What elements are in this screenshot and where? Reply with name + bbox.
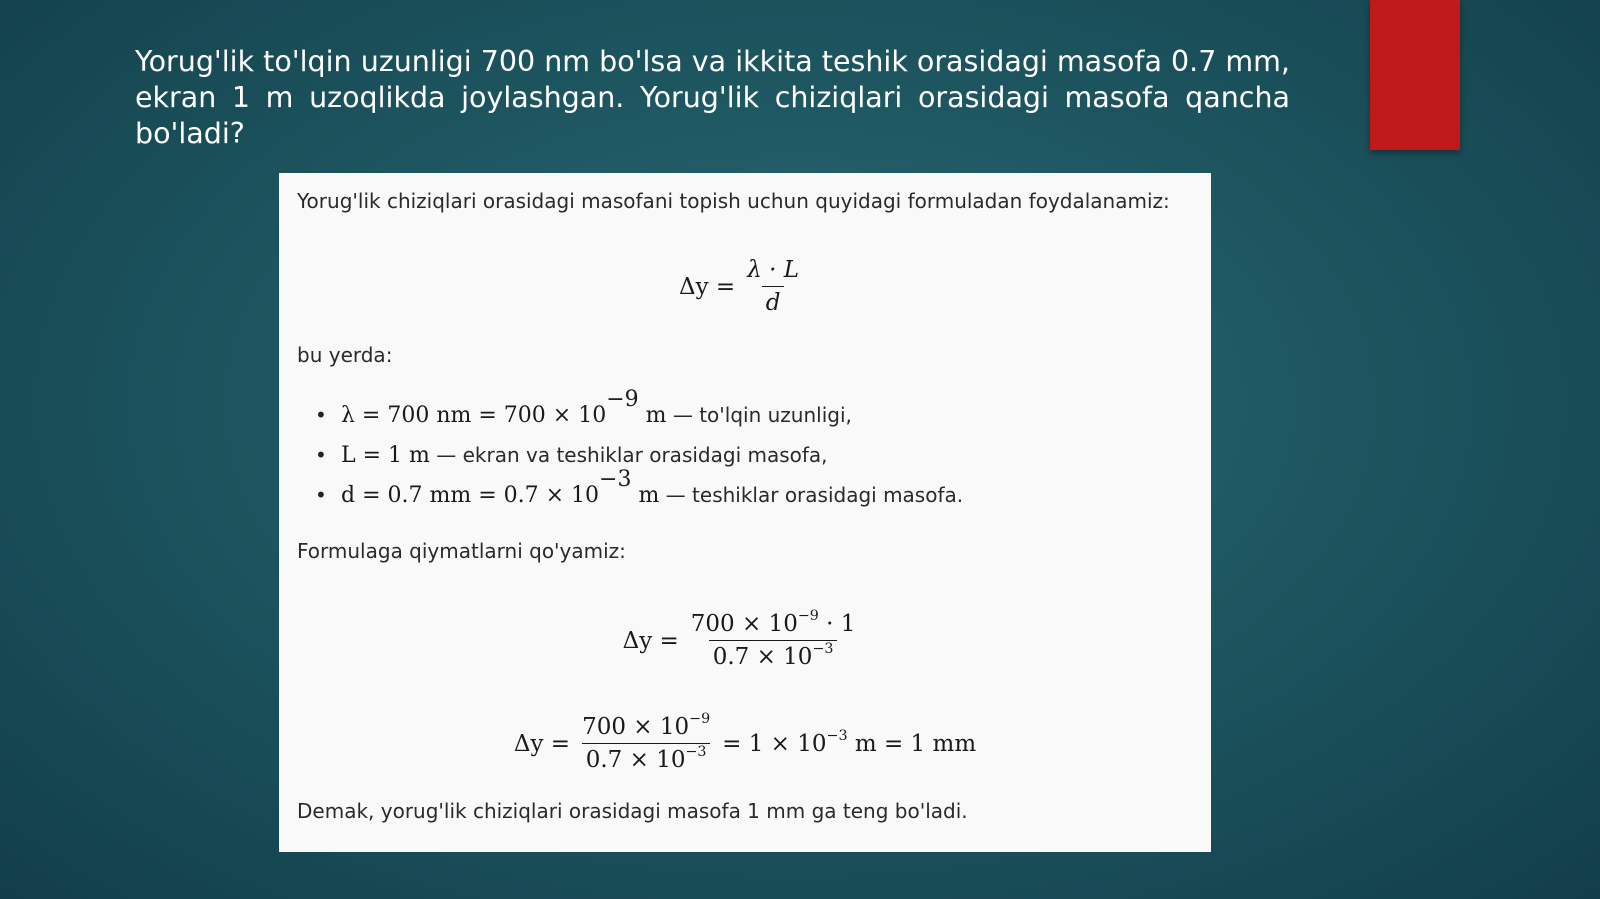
formula-numerator: λ · L: [747, 257, 799, 283]
substitute-label: Formulaga qiymatlarni qo'yamiz:: [297, 539, 626, 563]
formula-lhs: Δy =: [679, 273, 736, 300]
conclusion-text: Demak, yorug'lik chiziqlari orasidagi masofa 1 mm ga teng bo'ladi.: [297, 799, 968, 823]
answer-panel: [279, 173, 1211, 852]
list-item: • L = 1 m — ekran va teshiklar orasidagi masofa,: [297, 435, 963, 475]
step1-fraction: $\frac{700 \times 10^{-9} \cdot 1}{0.7 \times 10^{-3}}$: [690, 608, 856, 670]
red-accent-bar: [1370, 0, 1460, 150]
list-item: • d = 0.7 mm = $0.7 \times 10^{-3}$ m — teshiklar orasidagi masofa.: [297, 475, 963, 515]
main-formula: [279, 257, 1211, 316]
question-text: Yorug'lik to'lqin uzunligi 700 nm bo'lsa va ikkita teshik orasidagi masofa 0.7 mm, ekran 1 m uzoqlikda joylashgan. Yorug'lik chiziqlari orasidagi masofa qancha bo'ladi?: [135, 45, 1290, 150]
step2-fraction: $\frac{700 \times 10^{-9}}{0.7 \times 10^{-3}}$: [582, 711, 711, 773]
intro-text: Yorug'lik chiziqlari orasidagi masofani topish uchun quyidagi formuladan foydalanamiz:: [297, 189, 1170, 213]
formula-denominator: d: [762, 286, 785, 316]
where-label: bu yerda:: [297, 343, 393, 367]
variables-list: [297, 386, 964, 515]
step2-result: = $1 \times 10^{-3}$ m = 1 mm: [722, 727, 977, 757]
list-item: • λ = 700 nm = $700 \times 10^{-9}$ m — to'lqin uzunligi,: [297, 395, 963, 435]
step1-formula: Δy = $\frac{700 \times 10^{-9} \cdot 1}{0.7 \times 10^{-3}}$: [279, 611, 1211, 670]
step2-formula: Δy = $\frac{700 \times 10^{-9}}{0.7 \times 10^{-3}}$ = $1 \times 10^{-3}$ m = 1 mm: [513, 711, 977, 773]
formula-fraction: [743, 257, 803, 316]
